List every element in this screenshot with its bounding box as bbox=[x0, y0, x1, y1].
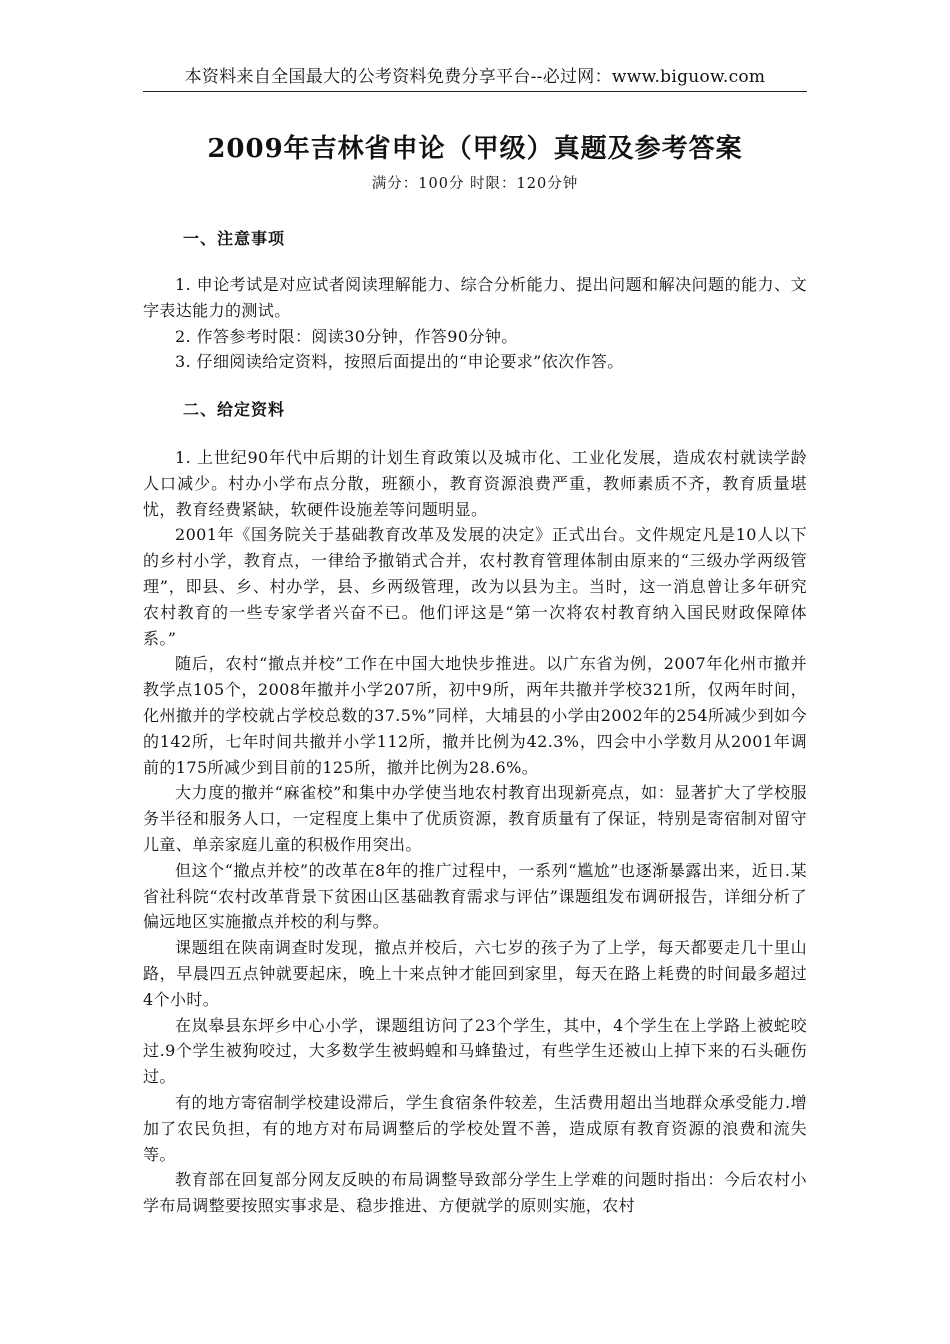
page-title: 2009年吉林省申论（甲级）真题及参考答案 bbox=[207, 134, 743, 164]
notes-item: 3. 仔细阅读给定资料，按照后面提出的“申论要求”依次作答。 bbox=[175, 352, 624, 372]
header-rule bbox=[143, 91, 807, 92]
materials-paragraph: 教育部在回复部分网友反映的布局调整导致部分学生上学难的问题时指出：今后农村小学布局调整要按照实事求是、稳步推进、方便就学的原则实施，农村 bbox=[143, 1170, 807, 1216]
materials-paragraph: 1. 上世纪90年代中后期的计划生育政策以及城市化、工业化发展，造成农村就读学龄人口减少。村办小学布点分散，班额小，教育资源浪费严重，教师素质不齐，教育质量堪忧，教育经费紧缺，软硬件设施差等问题明显。 bbox=[143, 448, 807, 519]
materials-body bbox=[143, 445, 807, 1219]
notes-item: 1. 申论考试是对应试者阅读理解能力、综合分析能力、提出问题和解决问题的能力、文字表达能力的测试。 bbox=[143, 275, 807, 320]
materials-paragraph: 有的地方寄宿制学校建设滞后，学生食宿条件较差，生活费用超出当地群众承受能力.增加了农民负担，有的地方对布局调整后的学校处置不善，造成原有教育资源的浪费和流失等。 bbox=[143, 1092, 807, 1164]
materials-paragraph: 但这个“撤点并校”的改革在8年的推广过程中，一系列“尴尬”也逐渐暴露出来，近日.某省社科院“农村改革背景下贫困山区基础教育需求与评估”课题组发布调研报告，详细分析了偏远地区实施撤点并校的利与弊。 bbox=[143, 860, 807, 932]
materials-paragraph: 在岚皋县东坪乡中心小学，课题组访问了23个学生，其中，4个学生在上学路上被蛇咬过.9个学生被狗咬过，大多数学生被蚂蝗和马蜂蛰过，有些学生还被山上掉下来的石头砸伤过。 bbox=[143, 1015, 807, 1087]
materials-paragraph: 课题组在陕南调查时发现，撤点并校后，六七岁的孩子为了上学，每天都要走几十里山路，早晨四五点钟就要起床，晚上十来点钟才能回到家里，每天在路上耗费的时间最多超过4个小时。 bbox=[143, 938, 807, 1009]
notes-list bbox=[143, 272, 807, 375]
materials-paragraph: 随后，农村“撤点并校”工作在中国大地快步推进。以广东省为例，2007年化州市撤并教学点105个，2008年撤并小学207所，初中9所，两年共撤并学校321所，仅两年时间，化州撤并的学校就占学校总数的37.5%”同样，大埔县的小学由2002年的254所减少到如今的142所，七年时间共撤并小学112所，撤并比例为42.3%，四会中小学数月从2001年调前的175所减少到目前的125所，撤并比例为28.6%。 bbox=[143, 654, 807, 777]
materials-paragraph: 2001年《国务院关于基础教育改革及发展的决定》正式出台。文件规定凡是10人以下的乡村小学，教育点，一律给予撤销式合并，农村教育管理体制由原来的“三级办学两级管理”，即县、乡、村办学，县、乡两级管理，改为以县为主。当时，这一消息曾让多年研究农村教育的一些专家学者兴奋不已。他们评这是“第一次将农村教育纳入国民财政保障体系。” bbox=[143, 525, 807, 648]
notes-item: 2. 作答参考时限：阅读30分钟，作答90分钟。 bbox=[175, 326, 518, 346]
section-heading-materials: 二、给定资料 bbox=[183, 400, 286, 419]
materials-paragraph: 大力度的撤并“麻雀校”和集中办学使当地农村教育出现新亮点，如：显著扩大了学校服务半径和服务人口，一定程度上集中了优质资源，教育质量有了保证，特别是寄宿制对留守儿童、单亲家庭儿童的积极作用突出。 bbox=[143, 783, 807, 854]
page-subtitle: 满分：100分 时限：120分钟 bbox=[371, 176, 579, 192]
section-heading-notes: 一、注意事项 bbox=[183, 229, 286, 248]
header-source-line: 本资料来自全国最大的公考资料免费分享平台--必过网：www.biguow.com bbox=[184, 67, 766, 87]
